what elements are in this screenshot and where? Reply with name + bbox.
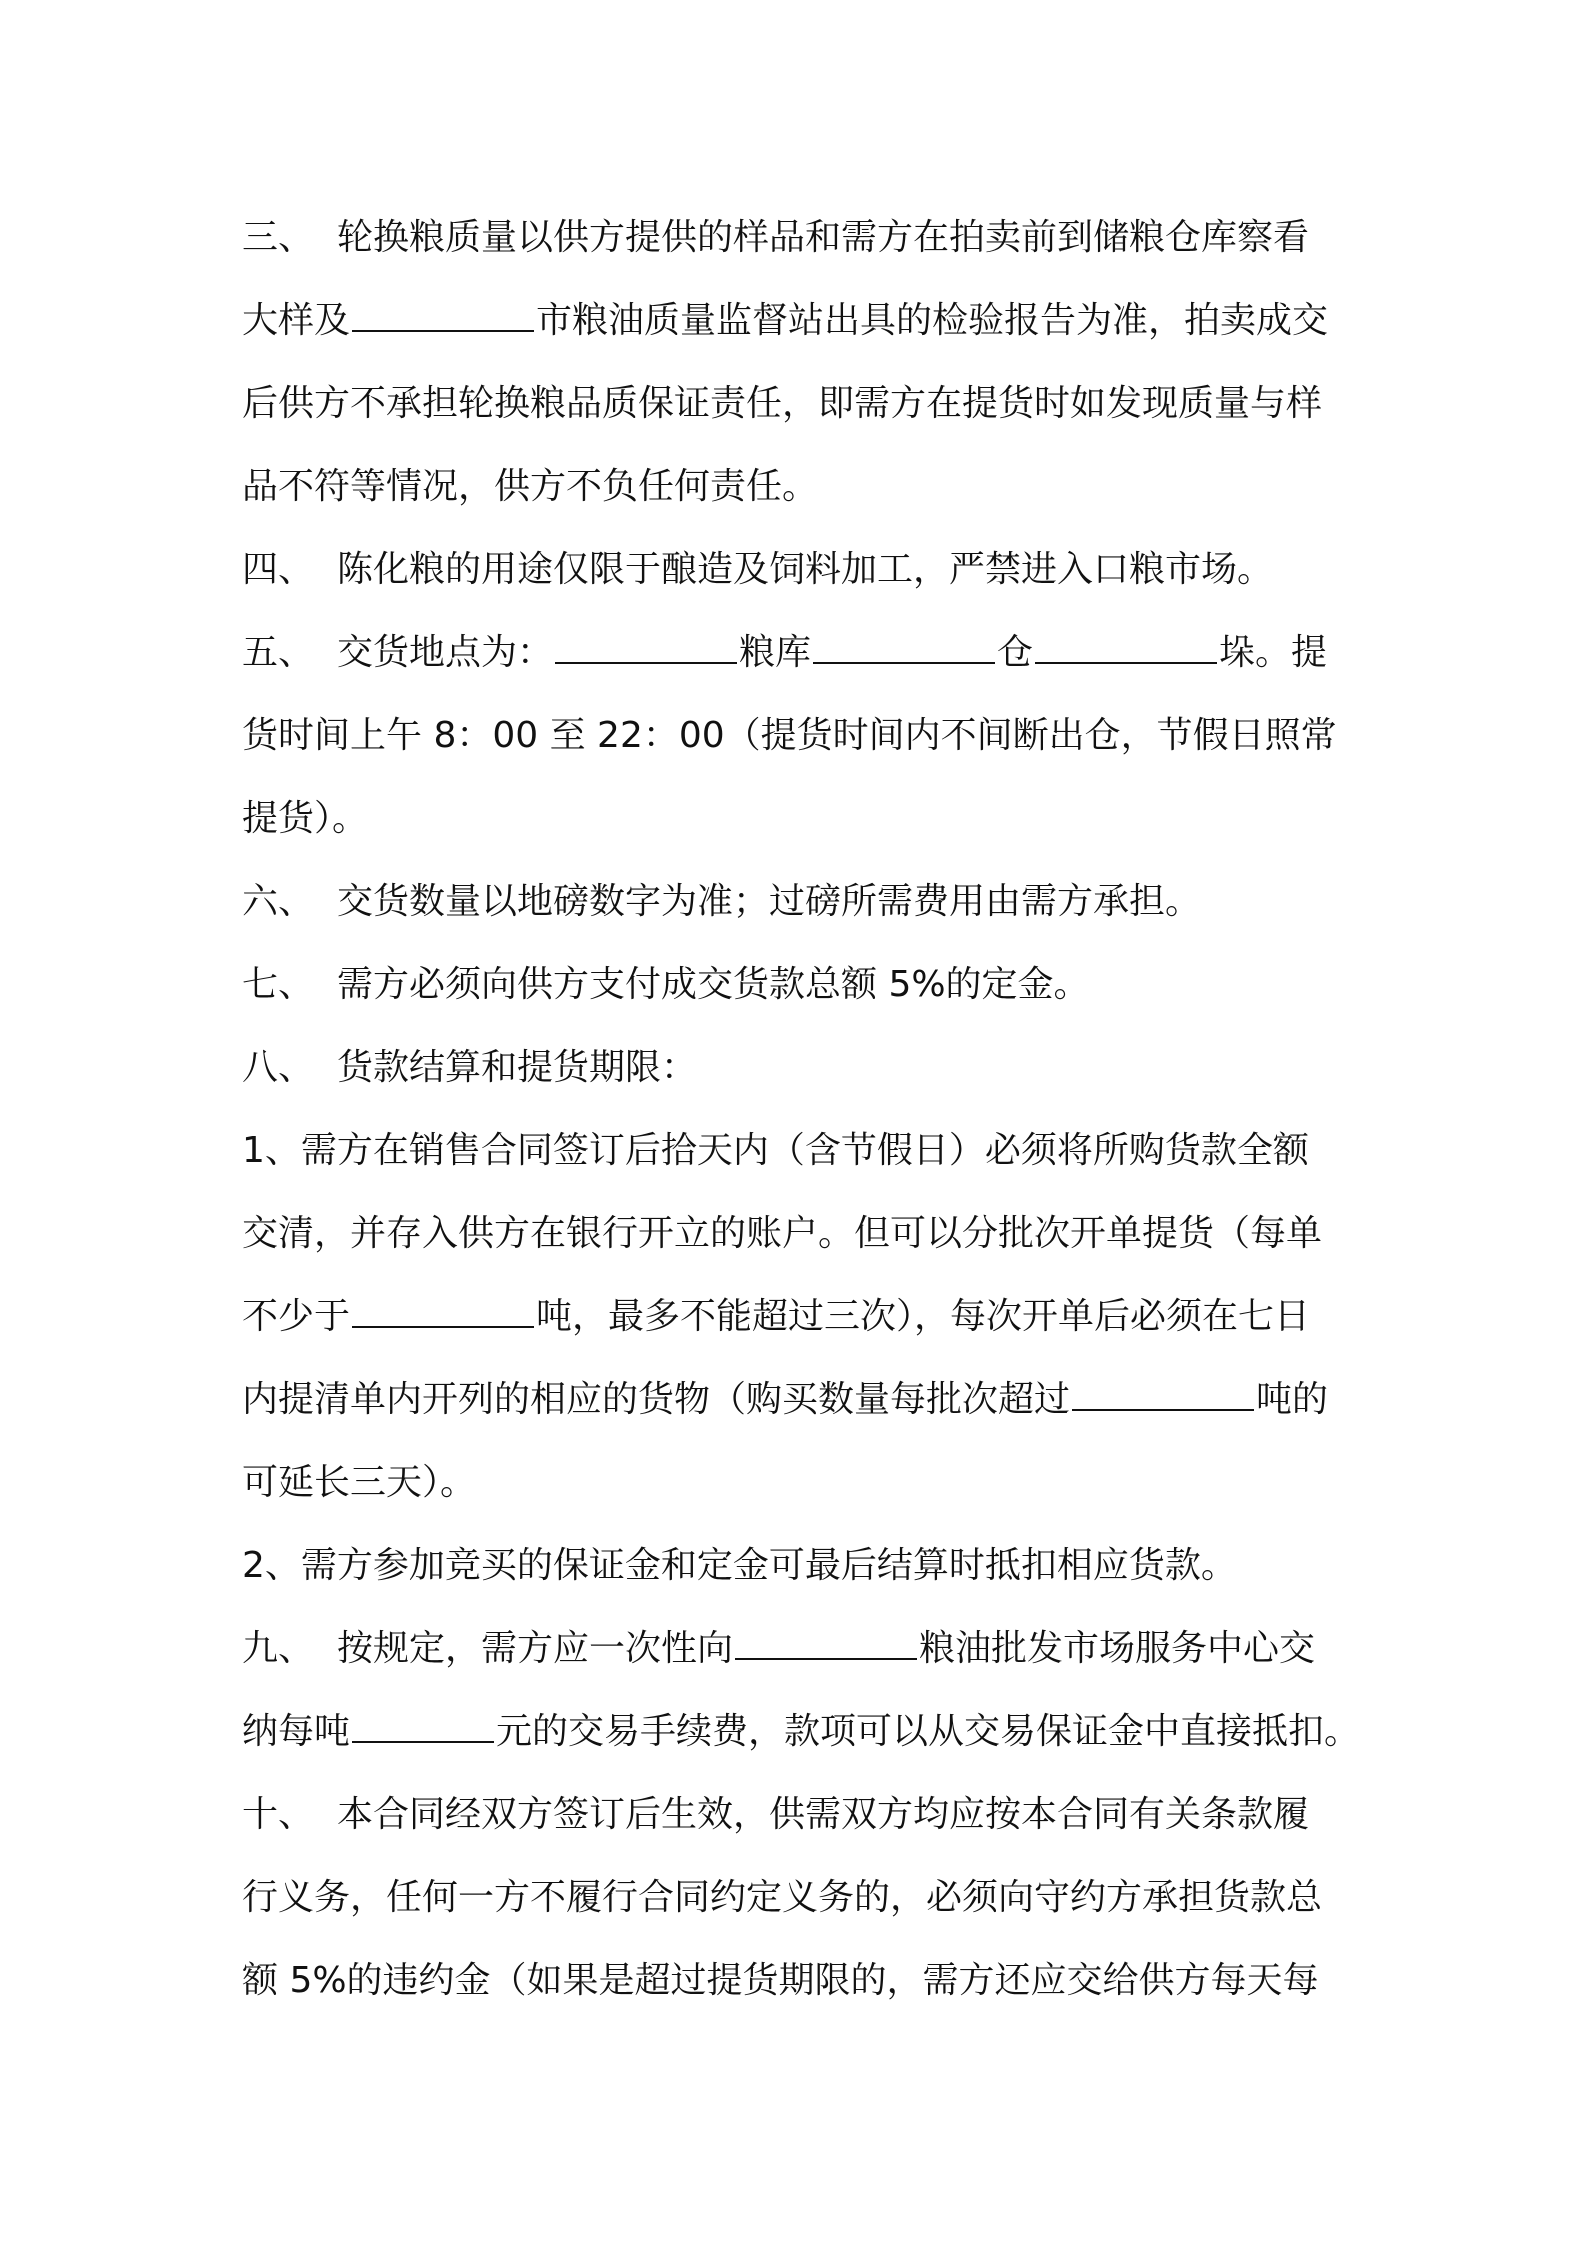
text-line	[242, 777, 1362, 860]
text-segment: 1、需方在销售合同签订后拾天内（含节假日）必须将所购货款全额	[242, 1130, 1309, 1171]
text-line	[242, 1275, 1362, 1358]
text-line	[242, 860, 1362, 943]
text-line	[242, 445, 1362, 528]
text-segment: 行义务，任何一方不履行合同约定义务的，必须向守约方承担货款总	[242, 1877, 1323, 1918]
fill-in-blank	[1072, 1379, 1254, 1411]
text-segment: 陈化粮的用途仅限于酿造及饲料加工，严禁进入口粮市场。	[337, 549, 1274, 590]
text-segment: 需方必须向供方支付成交货款总额 5%的定金。	[337, 964, 1090, 1005]
text-segment: 粮库	[739, 632, 812, 673]
text-segment: 交货数量以地磅数字为准；过磅所需费用由需方承担。	[337, 881, 1202, 922]
text-line	[242, 1607, 1362, 1690]
text-segment: 不少于	[242, 1296, 351, 1337]
clause-number: 六、	[242, 881, 315, 922]
clause-number: 十、	[242, 1794, 315, 1835]
text-segment: 本合同经双方签订后生效，供需双方均应按本合同有关条款履	[337, 1794, 1310, 1835]
text-line	[242, 362, 1362, 445]
text-line	[242, 694, 1362, 777]
text-line	[242, 611, 1362, 694]
text-line	[242, 1524, 1362, 1607]
contract-text	[242, 196, 1362, 2022]
text-segment: 交清，并存入供方在银行开立的账户。但可以分批次开单提货（每单	[242, 1213, 1323, 1254]
text-line	[242, 528, 1362, 611]
text-segment: 吨的	[1256, 1379, 1329, 1420]
text-line	[242, 1441, 1362, 1524]
text-segment: 纳每吨	[242, 1711, 351, 1752]
fill-in-blank	[352, 300, 534, 332]
text-segment: 货时间上午 8：00 至 22：00（提货时间内不间断出仓，节假日照常	[242, 715, 1337, 756]
clause-number: 三、	[242, 217, 315, 258]
text-segment: 货款结算和提货期限：	[337, 1047, 698, 1088]
text-segment: 内提清单内开列的相应的货物（购买数量每批次超过	[242, 1379, 1071, 1420]
text-line	[242, 1192, 1362, 1275]
text-segment: 市粮油质量监督站出具的检验报告为准，拍卖成交	[536, 300, 1329, 341]
clause-number: 四、	[242, 549, 315, 590]
text-line	[242, 279, 1362, 362]
fill-in-blank	[813, 632, 995, 664]
text-segment: 后供方不承担轮换粮品质保证责任，即需方在提货时如发现质量与样	[242, 383, 1323, 424]
text-line	[242, 943, 1362, 1026]
text-line	[242, 1358, 1362, 1441]
text-segment: 轮换粮质量以供方提供的样品和需方在拍卖前到储粮仓库察看	[337, 217, 1310, 258]
text-line	[242, 1026, 1362, 1109]
text-segment: 提货）。	[242, 798, 369, 839]
text-line	[242, 1939, 1362, 2022]
text-line	[242, 1690, 1362, 1773]
text-segment: 可延长三天）。	[242, 1462, 477, 1503]
text-segment: 仓	[997, 632, 1034, 673]
fill-in-blank	[352, 1296, 534, 1328]
text-segment: 交货地点为：	[337, 632, 554, 673]
fill-in-blank	[735, 1628, 917, 1660]
text-segment: 大样及	[242, 300, 351, 341]
fill-in-blank	[352, 1711, 494, 1743]
text-segment: 粮油批发市场服务中心交	[919, 1628, 1316, 1669]
clause-number: 七、	[242, 964, 315, 1005]
text-line	[242, 196, 1362, 279]
text-segment: 垛。提	[1219, 632, 1328, 673]
fill-in-blank	[555, 632, 737, 664]
fill-in-blank	[1035, 632, 1217, 664]
text-segment: 2、需方参加竞买的保证金和定金可最后结算时抵扣相应货款。	[242, 1545, 1237, 1586]
text-segment: 品不符等情况，供方不负任何责任。	[242, 466, 819, 507]
clause-number: 九、	[242, 1628, 315, 1669]
text-segment: 按规定，需方应一次性向	[337, 1628, 734, 1669]
clause-number: 五、	[242, 632, 315, 673]
clause-number: 八、	[242, 1047, 315, 1088]
text-segment: 吨，最多不能超过三次），每次开单后必须在七日	[536, 1296, 1311, 1337]
text-line	[242, 1856, 1362, 1939]
text-segment: 元的交易手续费，款项可以从交易保证金中直接抵扣。	[496, 1711, 1361, 1752]
text-line	[242, 1109, 1362, 1192]
text-line	[242, 1773, 1362, 1856]
text-segment: 额 5%的违约金（如果是超过提货期限的，需方还应交给供方每天每	[242, 1960, 1319, 2001]
